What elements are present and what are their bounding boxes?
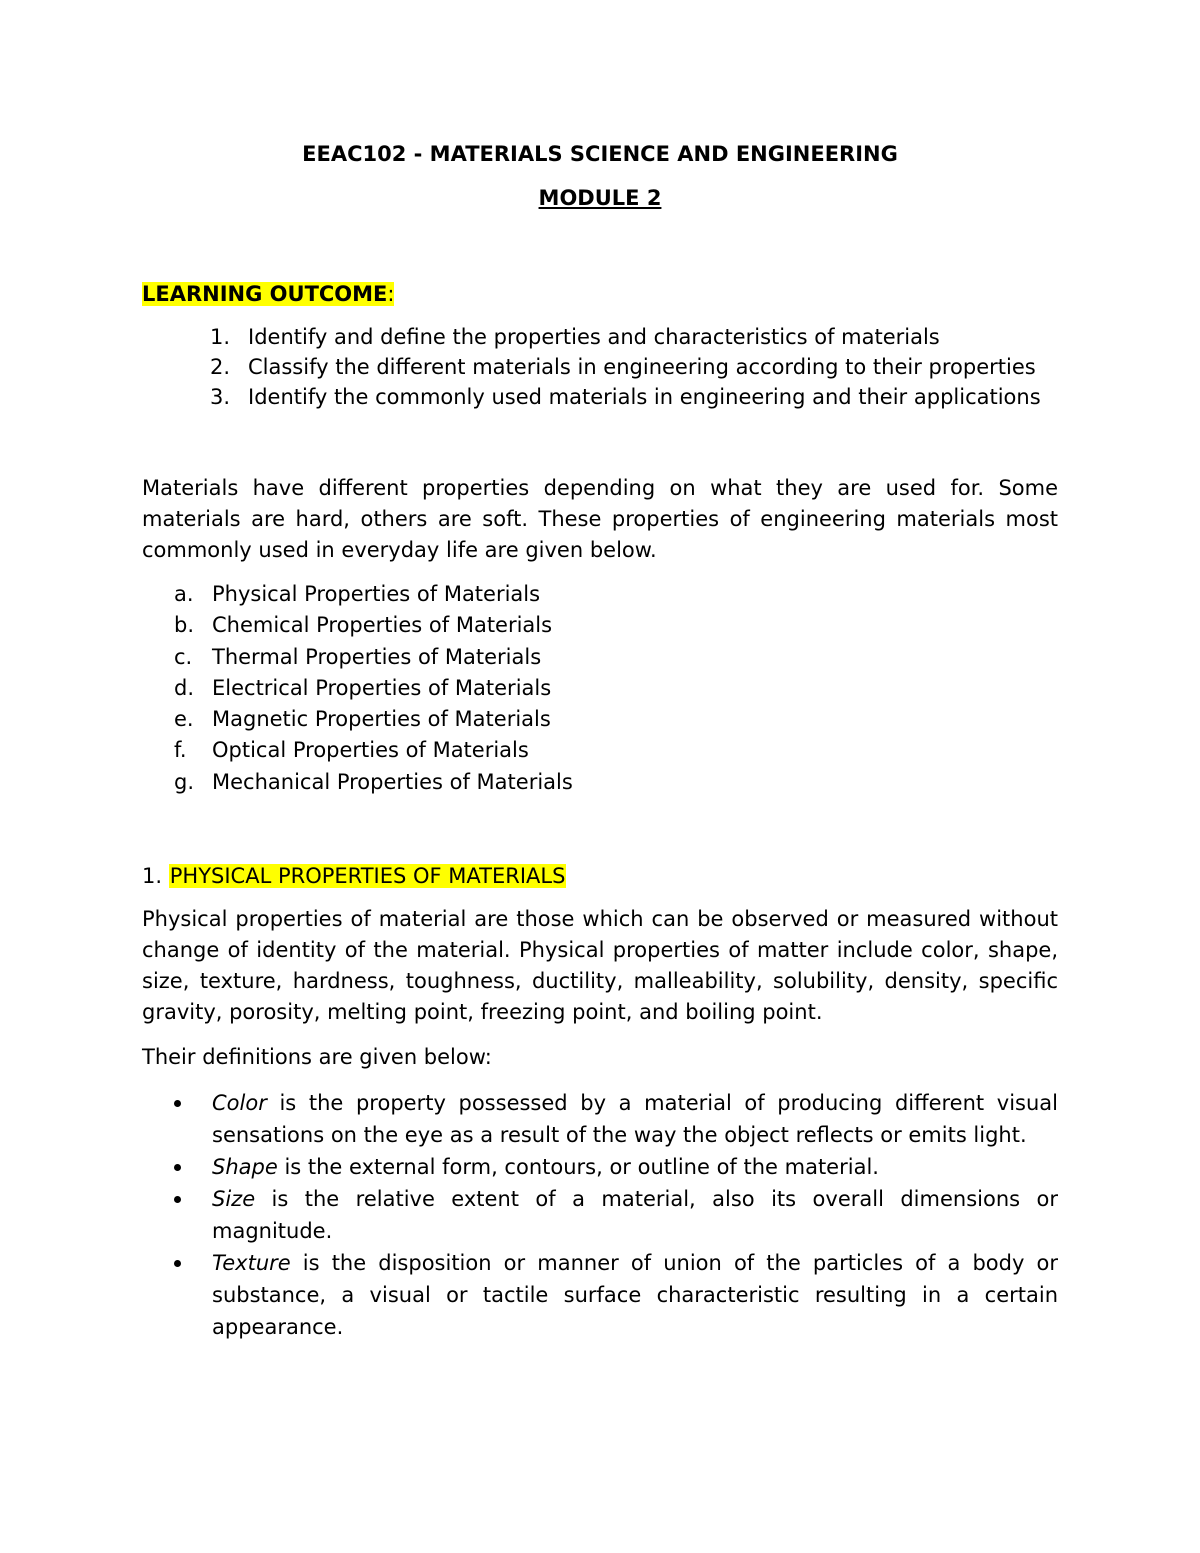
list-item bbox=[142, 610, 1058, 641]
bullet-icon bbox=[174, 1196, 181, 1203]
list-item-marker: b. bbox=[174, 613, 195, 638]
section-number: 1. bbox=[142, 864, 163, 889]
list-item bbox=[142, 767, 1058, 798]
learning-outcome-heading bbox=[142, 278, 1058, 310]
intro-paragraph: Materials have different properties depending on what they are used for. Some materials are hard, others are soft. These properties of engineering materials most commonly used in everyday life are given below. bbox=[142, 476, 1058, 562]
bullet-icon bbox=[174, 1260, 181, 1267]
list-item-text: Physical Properties of Materials bbox=[212, 582, 541, 606]
document-title: EEAC102 - MATERIALS SCIENCE AND ENGINEERING bbox=[302, 142, 898, 166]
list-item bbox=[142, 735, 1058, 766]
list-item bbox=[142, 704, 1058, 735]
list-item-marker: 3. bbox=[210, 385, 231, 409]
definitions-list bbox=[142, 1087, 1058, 1343]
list-item-marker: e. bbox=[174, 707, 194, 732]
learning-outcome-list bbox=[142, 322, 1058, 412]
list-item-marker: f. bbox=[174, 738, 187, 763]
definition-term: Shape bbox=[212, 1155, 278, 1180]
physical-properties-paragraph: Physical properties of material are those which can be observed or measured without change of identity of the material. Physical properties of matter include color, shape, size, texture, hardness, toughness, ductility, malleability, solubility, density, specific gravity, porosity, melting point, freezing point, and boiling point. bbox=[142, 907, 1058, 1025]
list-item bbox=[142, 382, 1058, 412]
list-item-text: Identify and define the properties and characteristics of materials bbox=[248, 325, 940, 349]
list-item-marker: 1. bbox=[210, 325, 231, 349]
module-label-text: MODULE 2 bbox=[538, 186, 662, 210]
list-item bbox=[142, 1183, 1058, 1247]
list-item-text: Classify the different materials in engineering according to their properties bbox=[248, 355, 1036, 379]
section-heading bbox=[142, 860, 1058, 892]
list-item-text: Optical Properties of Materials bbox=[212, 738, 529, 763]
bullet-icon bbox=[174, 1100, 181, 1107]
list-item-text: Chemical Properties of Materials bbox=[212, 613, 553, 638]
list-item bbox=[142, 642, 1058, 673]
definition-text: is the external form, contours, or outline of the material. bbox=[277, 1155, 879, 1180]
definition-term: Texture bbox=[212, 1251, 291, 1276]
list-item bbox=[142, 1247, 1058, 1343]
list-item-text: Thermal Properties of Materials bbox=[212, 644, 542, 669]
learning-outcome-colon: : bbox=[387, 282, 395, 306]
list-item-text: Magnetic Properties of Materials bbox=[212, 707, 551, 732]
list-item-text: Mechanical Properties of Materials bbox=[212, 769, 573, 794]
list-item bbox=[142, 673, 1058, 704]
list-item bbox=[142, 352, 1058, 382]
bullet-icon bbox=[174, 1164, 181, 1171]
list-item-marker: d. bbox=[174, 675, 195, 700]
definition-text: is the relative extent of a material, also its overall dimensions or magnitude. bbox=[212, 1187, 1058, 1244]
list-item bbox=[142, 1087, 1058, 1151]
list-item-marker: c. bbox=[174, 644, 193, 669]
list-item bbox=[142, 322, 1058, 352]
definition-text: is the property possessed by a material of producing different visual sensations on the eye as a result of the way the object reflects or emits light. bbox=[212, 1091, 1058, 1148]
module-label bbox=[142, 182, 1058, 214]
list-item bbox=[142, 1151, 1058, 1183]
definition-term: Color bbox=[212, 1091, 267, 1116]
learning-outcome-heading-text: LEARNING OUTCOME bbox=[142, 282, 388, 306]
list-item-marker: 2. bbox=[210, 355, 231, 379]
section-heading-text: PHYSICAL PROPERTIES OF MATERIALS bbox=[169, 864, 566, 889]
definition-term: Size bbox=[212, 1187, 256, 1212]
list-item bbox=[142, 579, 1058, 610]
definitions-intro: Their definitions are given below: bbox=[142, 1045, 492, 1070]
property-list bbox=[142, 579, 1058, 798]
document-page bbox=[142, 138, 1058, 1343]
definition-text: is the disposition or manner of union of the particles of a body or substance, a visual or tactile surface characteristic resulting in a certain appearance. bbox=[212, 1251, 1058, 1340]
list-item-marker: a. bbox=[174, 582, 194, 606]
list-item-text: Identify the commonly used materials in engineering and their applications bbox=[248, 385, 1041, 409]
list-item-text: Electrical Properties of Materials bbox=[212, 675, 552, 700]
list-item-marker: g. bbox=[174, 769, 195, 794]
